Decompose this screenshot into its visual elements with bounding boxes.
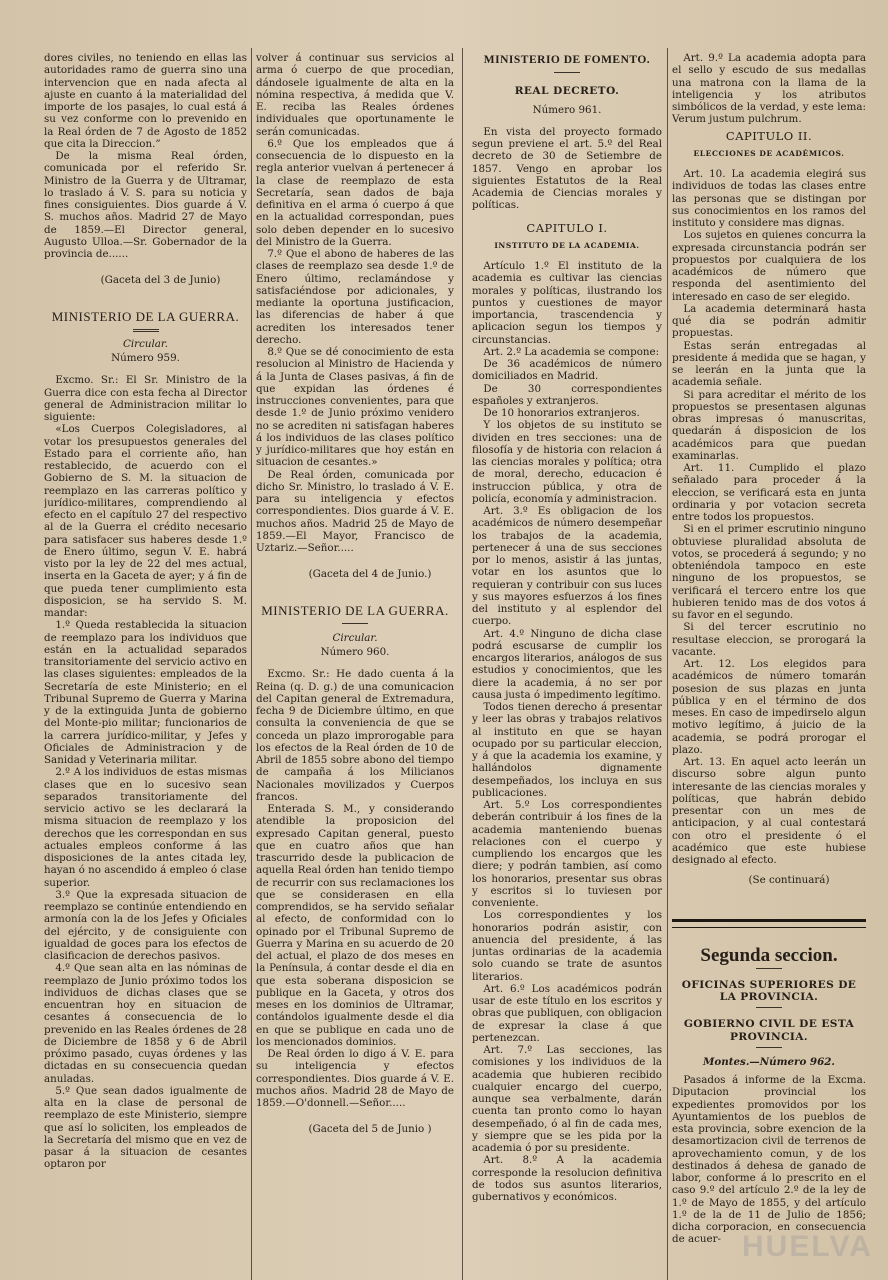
archive-watermark: HUELVA — [742, 1230, 873, 1263]
section-heading: MINISTERIO DE LA GUERRA. — [261, 602, 449, 618]
paragraph: En vista del proyecto formado segun previene el art. 5.º del Real decreto de 30 de Setiembre de 1857. Vengo en aprobar los siguientes Estatutos de la Real Academia de Ciencias morales y políticas. — [472, 125, 662, 212]
gazette-source: (Gaceta del 3 de Junio) — [100, 274, 221, 287]
paragraph: De 30 correspondientes españoles y extranjeros. — [472, 382, 662, 407]
chapter-heading: CAPITULO I. — [526, 220, 608, 235]
paragraph: Art. 11. Cumplido el plazo señalado para proceder á la eleccion, se verificará esta en junta ordinaria y por votacion secreta entre todos los propuestos. — [672, 462, 866, 523]
column-divider — [462, 48, 463, 1280]
paragraph: 6.º Que los empleados que á consecuencia de lo dispuesto en la regla anterior vuelvan á pertenecer á la clase de reemplazo de esta Secretaría, sean dados de baja definitiva en el arma ó cuerpo á que en la actualidad correspondan, pues solo deben depender en lo sucesivo del Ministro de la Guerra. — [256, 137, 454, 248]
paragraph: Pasados á informe de la Excma. Diputacion provincial los expedientes promovidos por los Ayuntamientos de los pueblos de esta provincia, sobre exencion de la desamortizacion civil de terrenos de aprovechamiento comun, y de los destinados á dehesa de ganado de labor, conforme á lo prescrito en el caso 9.º del artículo 2.º de la ley de 1.º de Mayo de 1855, y del artículo 1.º de la de 11 de Julio de 1856; dicha corporacion, en consecuencia de acuer- — [672, 1074, 866, 1246]
item-number: Número 961. — [532, 103, 602, 116]
column-2 — [256, 52, 454, 1274]
section-title: Segunda seccion. — [700, 944, 838, 966]
paragraph: Art. 2.º La academia se compone: — [483, 345, 660, 358]
paragraph: De 10 honorarios extranjeros. — [483, 407, 640, 419]
column-3 — [472, 52, 662, 1274]
circular-label: Circular. — [123, 337, 168, 350]
gazette-source: (Gaceta del 4 de Junio.) — [308, 568, 432, 581]
paragraph: Excmo. Sr.: He dado cuenta á la Reina (q. D. g.) de una comunicacion del Capitan general de Extremadura, fecha 9 de Diciembre último, en que consulta la conveniencia de que se conceda un plazo improrogable para los efectos de la Real órden de 10 de Abril de 1855 sobre abono del tiempo de campaña á los Milicianos Nacionales movilizados y Cuerpos francos. — [256, 668, 454, 803]
paragraph: 1.º Queda restablecida la situacion de reemplazo para los individuos que están en la actualidad separados transitoriamente del servicio activo en las clases siguientes: empleados de la Secretaría de este Ministerio; en el Tribunal Supremo de Guerra y Marina y de la extinguida Junta de gobierno del Monte-pio militar; funcionarios de la carrera jurídico-militar, y Jefes y Oficiales de Administracion y de Sanidad y Veterinaria militar. — [44, 619, 247, 766]
paragraph: Art. 7.º Las secciones, las comisiones y los individuos de la academia que hubieren recibido cualquier encargo del cuerpo, aunque sea verbalmente, darán cuenta tan pronto como lo hayan desempeñado, ó al fin de cada mes, y siempre que se les pida por la academia ó por su presidente. — [472, 1044, 662, 1154]
paragraph: 4.º Que sean alta en las nóminas de reemplazo de Junio próximo todos los individuos de dichas clases que se encuentran hoy en situacion de cesantes á consecuencia de lo prevenido en las Reales órdenes de 28 de Diciembre de 1858 y 6 de Abril próximo pasado, cuyas órdenes y las dictadas en su consecuencia quedan anuladas. — [44, 962, 247, 1085]
paragraph: 7.º Que el abono de haberes de las clases de reemplazo sea desde 1.º de Enero último, reclamándose y satisfaciéndose por adicionales, y mediante la oportuna justificacion, las diferencias de haber á que acrediten los interesados tener derecho. — [256, 248, 454, 346]
paragraph: Los correspondientes y los honorarios podrán asistir, con anuencia del presidente, á las juntas ordinarias de la academia solo cuando se trate de asuntos literarios. — [472, 909, 662, 983]
paragraph: 3.º Que la expresada situacion de reemplazo se continúe entendiendo en armonía con la de los Jefes y Oficiales del ejército, y de consiguiente con igualdad de goces para los efectos de clasificacion de derechos pasivos. — [44, 888, 247, 962]
paragraph: Si para acreditar el mérito de los propuestos se presentasen algunas obras impresas ó manuscritas, quedarán á disposicion de los académicos para que puedan examinarlas. — [672, 388, 866, 462]
column-divider — [251, 48, 252, 1280]
paragraph: Todos tienen derecho á presentar y leer las obras y trabajos relativos al instituto en que se hayan ocupado por su particular eleccion, y á que la academia los examine, y hallándolos dignamente desempeñados, los incluya en sus publicaciones. — [472, 701, 662, 799]
paragraph: Artículo 1.º El instituto de la academia es cultivar las ciencias morales y políticas, ilustrando los puntos y cuestiones de mayor importancia, trascendencia y aplicacion segun los tiempos y circunstancias. — [472, 260, 662, 346]
gazette-source: (Gaceta del 5 de Junio ) — [308, 1123, 432, 1136]
column-1 — [44, 52, 247, 1274]
paragraph: Art. 9.º La academia adopta para el sello y escudo de sus medallas una matrona con la llama de la inteligencia y los atributos simbólicos de la verdad, y este lema: Verum justum pulchrum. — [672, 52, 866, 126]
item-number: Montes.—Número 962. — [702, 1055, 836, 1068]
paragraph: Si en el primer escrutinio ninguno obtuviese pluralidad absoluta de votos, se procederá á segundo; y no obteniéndola tampoco en este ninguno de los propuestos, se verificará el tercero entre los que hubieren tenido mas de dos votos á su favor en el segundo. — [672, 523, 866, 621]
divider — [756, 1007, 782, 1008]
paragraph: «Los Cuerpos Colegisladores, al votar los presupuestos generales del Estado para el corriente año, han restablecido, de acuerdo con el Gobierno de S. M. la situacion de reemplazo en las carreras político y jurídico-militares, comprendiendo al efecto en el capítulo 27 del respectivo al de la Guerra el crédito necesario para satisfacer sus haberes desde 1.º de Enero último, segun V. E. habrá visto por la ley de 22 del mes actual, inserta en la Gaceta de ayer; y á fin de que pueda tener cumplimiento esta disposicion, se ha servido S. M. mandar: — [44, 423, 247, 619]
divider — [554, 72, 580, 73]
column-divider — [667, 48, 668, 1280]
paragraph: Y los objetos de su instituto se dividen en tres secciones: una de filosofía y de historia con relacion á las ciencias morales y política; otra de moral, derecho, educacion é instruccion pública, y otra de policía, economía y administracion. — [472, 419, 662, 505]
item-number: Número 960. — [320, 646, 390, 658]
paragraph: 8.º Que se dé conocimiento de esta resolucion al Ministro de Hacienda y á la Junta de Clases pasivas, á fin de que expidan las órdenes é instrucciones convenientes, para que desde 1.º de Junio próximo venidero no se acrediten ni satisfagan haberes á los individuos de las clases político y jurídico-militares que hoy están en situacion de cesantes.» — [256, 346, 454, 469]
paragraph: Los sujetos en quienes concurra la expresada circunstancia podrán ser propuestos por cualquiera de los académicos de número que responda del asentimiento del interesado en caso de ser elegido. — [672, 229, 866, 303]
section-heading: MINISTERIO DE LA GUERRA. — [51, 308, 240, 324]
paragraph: La academia determinará hasta qué dia se podrán admitir propuestas. — [672, 302, 866, 340]
paragraph: Excmo. Sr.: El Sr. Ministro de la Guerra dice con esta fecha al Director general de Administracion militar lo siguiente: — [44, 374, 247, 423]
divider — [133, 329, 159, 332]
paragraph: Art. 12. Los elegidos para académicos de número tomarán posesion de sus plazas en junta pública y en el término de dos meses. En caso de impedirselo algun motivo legítimo, á juicio de la academia, se podrá prorogar el plazo. — [672, 658, 866, 756]
paragraph: Art. 6.º Los académicos podrán usar de este título en los escritos y obras que publiquen, con obligacion de expresar la clase á que pertenezcan. — [472, 982, 662, 1044]
chapter-title: INSTITUTO DE LA ACADEMIA. — [494, 240, 640, 250]
offices-heading: OFICINAS SUPERIORES DE LA PROVINCIA. — [681, 978, 857, 1003]
paragraph: Art. 3.º Es obligacion de los académicos de número desempeñar los trabajos de la academia, pertenecer á una de sus secciones por lo menos, asistir á las juntas, votar en los asuntos que lo requieran y contribuir con sus luces y sus mayores esfuerzos á los fines del instituto y al esplendor del cuerpo. — [472, 505, 662, 628]
paragraph: Art. 10. La academia elegirá sus individuos de todas las clases entre las personas que se distingan por sus conocimientos en los ramos del instituto y considere mas dignas. — [672, 168, 866, 229]
chapter-title: ELECCIONES DE ACADÉMICOS. — [693, 148, 845, 158]
divider — [342, 623, 368, 624]
divider — [756, 968, 782, 969]
paragraph: Art. 5.º Los correspondientes deberán contribuir á los fines de la academia manteniendo buenas relaciones con el cuerpo y cumpliendo los encargos que les diere; y podrán tambien, así como los honorarios, presentar sus obras y escritos si lo tuviesen por conveniente. — [472, 799, 662, 909]
paragraph: dores civiles, no teniendo en ellas las autoridades ramo de guerra sino una intervencion que en nada afecta al ajuste en cuanto á la materialidad del importe de los pasajes, lo cual está á su vez conforme con lo prevenido en la Real órden de 7 de Agosto de 1852 que cita la Direccion.” — [44, 52, 247, 150]
paragraph: Art. 8.º A la academia corresponde la resolucion definitiva de todos sus asuntos literarios, gubernativos y económicos. — [472, 1154, 662, 1203]
chapter-heading: CAPITULO II. — [725, 128, 813, 143]
paragraph: Estas serán entregadas al presidente á medida que se hagan, y se leerán en la junta que la academia señale. — [672, 339, 866, 389]
paragraph: 2.º A los individuos de estas mismas clases que en lo sucesivo sean separados transitoriamente del servicio activo se les declarará la misma situacion de reemplazo y los derechos que les correspondan en sus actuales empleos conforme á las disposiciones de la antes citada ley, hayan ó no ascendido á empleo ó clase superior. — [44, 766, 247, 889]
section-heading: MINISTERIO DE FOMENTO. — [483, 54, 651, 66]
government-heading: GOBIERNO CIVIL DE ESTA PROVINCIA. — [683, 1018, 855, 1043]
section-divider — [672, 919, 866, 928]
divider — [756, 1047, 782, 1048]
column-4 — [672, 52, 866, 1274]
paragraph: De Real órden, comunicada por dicho Sr. Ministro, lo traslado á V. E. para su inteligencia y efectos correspondientes. Dios guarde á V. E. muchos años. Madrid 25 de Mayo de 1859.—El Mayor, Francisco de Uztariz.—Señor..... — [256, 468, 454, 554]
decree-heading: REAL DECRETO. — [514, 85, 620, 98]
paragraph: Si del tercer escrutinio no resultase eleccion, se prorogará la vacante. — [672, 621, 866, 658]
paragraph: Art. 4.º Ninguno de dicha clase podrá escusarse de cumplir los encargos literarios, análogos de sus estudios y conocimientos, que les diere la academia, á no ser por causa justa ó impedimento legítimo. — [472, 627, 662, 701]
item-number: Número 959. — [111, 352, 180, 364]
paragraph: Enterada S. M., y considerando atendible la proposicion del expresado Capitan general, puesto que en cuatro años que han trascurrido desde la publicacion de aquella Real órden han tenido tiempo de recurrir con sus reclamaciones los que se considerasen en ella comprendidos, se ha servido señalar al efecto, de conformidad con lo opinado por el Tribunal Supremo de Guerra y Marina en su acuerdo de 20 del actual, el plazo de dos meses en la Península, á contar desde el dia en que esta soberana disposicion se publique en la Gaceta, y otros dos meses en los dominios de Ultramar, contándolos igualmente desde el dia en que se publique en cada uno de los mencionados dominios. — [256, 803, 454, 1048]
circular-label: Circular. — [332, 631, 378, 644]
paragraph: De la misma Real órden, comunicada por el referido Sr. Ministro de la Guerra y de Ultramar, lo traslado á V. S. para su noticia y fines consiguientes. Dios guarde á V. S. muchos años. Madrid 27 de Mayo de 1859.—El Director general, Augusto Ulloa.—Sr. Gobernador de la provincia de...... — [44, 150, 247, 260]
paragraph: 5.º Que sean dados igualmente de alta en la clase de personal de reemplazo de este Ministerio, siempre que así lo soliciten, los empleados de la Secretaría del mismo que en vez de pasar á la situacion de cesantes optaron por — [44, 1084, 247, 1171]
continued-note: (Se continuará) — [748, 874, 830, 887]
paragraph: De Real órden lo digo á V. E. para su inteligencia y efectos correspondientes. Dios guarde á V. E. muchos años. Madrid 28 de Mayo de 1859.—O'donnell.—Señor..... — [256, 1048, 454, 1109]
paragraph: De 36 académicos de número domiciliados en Madrid. — [472, 358, 662, 383]
paragraph: Art. 13. En aquel acto leerán un discurso sobre algun punto interesante de las ciencias morales y políticas, que habrán debido presentar con un mes de anticipacion, y al cual contestará con otro el presidente ó el académico que este hubiese designado al efecto. — [672, 756, 866, 866]
paragraph: volver á continuar sus servicios al arma ó cuerpo de que procedian, dándosele igualmente de alta en la nómina respectiva, á medida que V. E. reciba las Reales órdenes individuales que oportunamente le serán comunicadas. — [256, 52, 454, 138]
